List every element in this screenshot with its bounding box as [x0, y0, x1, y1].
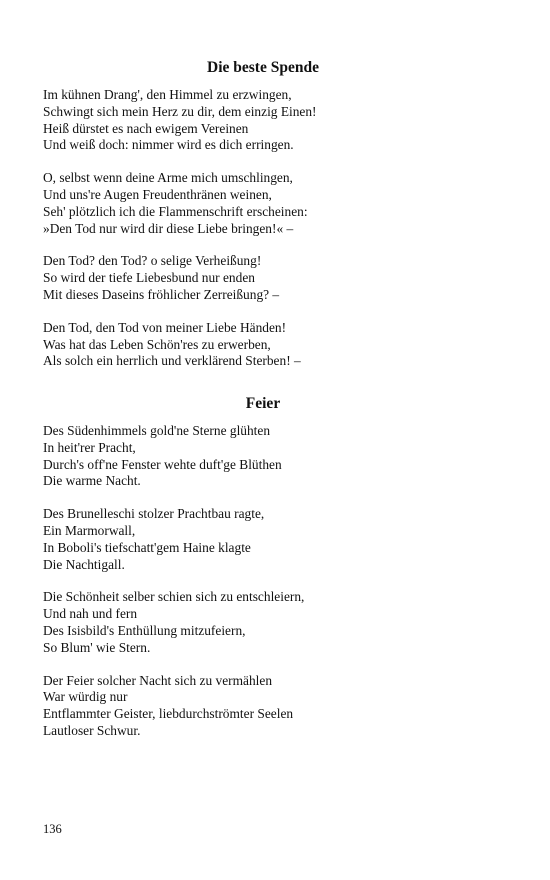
verse-line: Die Nachtigall. — [43, 556, 125, 572]
stanza — [43, 170, 483, 237]
verse-line: Heiß dürstet es nach ewigem Vereinen — [43, 120, 249, 136]
stanza — [43, 423, 483, 490]
verse-line: Der Feier solcher Nacht sich zu vermählen — [43, 672, 273, 688]
verse-line: Als solch ein herrlich und verklärend Sterben! – — [43, 353, 301, 369]
poem-title: Feier — [245, 395, 281, 412]
verse-line: Die Schönheit selber schien sich zu entschleiern, — [43, 589, 305, 605]
verse-line: Und uns're Augen Freudenthränen weinen, — [43, 186, 272, 202]
poem-title: Die beste Spende — [207, 59, 319, 76]
verse-line: Schwingt sich mein Herz zu dir, dem einzig Einen! — [43, 103, 317, 119]
verse-line: Ein Marmorwall, — [43, 522, 136, 538]
verse-line: Des Isisbild's Enthüllung mitzufeiern, — [43, 622, 246, 638]
verse-line: In Boboli's tiefschatt'gem Haine klagte — [43, 539, 251, 555]
verse-line: Und nah und fern — [43, 606, 138, 622]
stanza — [43, 320, 483, 370]
verse-line: Des Brunelleschi stolzer Prachtbau ragte, — [43, 506, 265, 522]
verse-line: »Den Tod nur wird dir diese Liebe bringen!« – — [43, 220, 294, 236]
stanza — [43, 253, 483, 303]
verse-line: Den Tod, den Tod von meiner Liebe Händen! — [43, 319, 287, 335]
verse-line: Lautloser Schwur. — [43, 722, 141, 738]
verse-line: In heit'rer Pracht, — [43, 439, 136, 455]
verse-line: Des Südenhimmels gold'ne Sterne glühten — [43, 423, 271, 438]
poem-feier — [43, 393, 483, 740]
verse-line: So wird der tiefe Liebesbund nur enden — [43, 270, 255, 286]
poem-die-beste-spende — [43, 57, 483, 370]
verse-line: Entflammter Geister, liebdurchströmter Seelen — [43, 706, 294, 722]
verse-line: Im kühnen Drang', den Himmel zu erzwingen, — [43, 87, 292, 102]
verse-line: Seh' plötzlich ich die Flammenschrift erscheinen: — [43, 203, 308, 219]
verse-line: So Blum' wie Stern. — [43, 639, 151, 655]
verse-line: Und weiß doch: nimmer wird es dich erringen. — [43, 137, 294, 153]
verse-line: O, selbst wenn deine Arme mich umschlingen, — [43, 170, 293, 186]
verse-line: War würdig nur — [43, 689, 128, 705]
stanza — [43, 87, 483, 154]
verse-line: Mit dieses Daseins fröhlicher Zerreißung? – — [43, 286, 280, 302]
page-number: 136 — [43, 822, 62, 836]
stanza — [43, 673, 483, 740]
verse-line: Durch's off'ne Fenster wehte duft'ge Blüthen — [43, 456, 282, 472]
verse-line: Was hat das Leben Schön'res zu erwerben, — [43, 336, 271, 352]
stanza — [43, 506, 483, 573]
stanza — [43, 589, 483, 656]
verse-line: Die warme Nacht. — [43, 473, 141, 489]
verse-line: Den Tod? den Tod? o selige Verheißung! — [43, 253, 262, 269]
